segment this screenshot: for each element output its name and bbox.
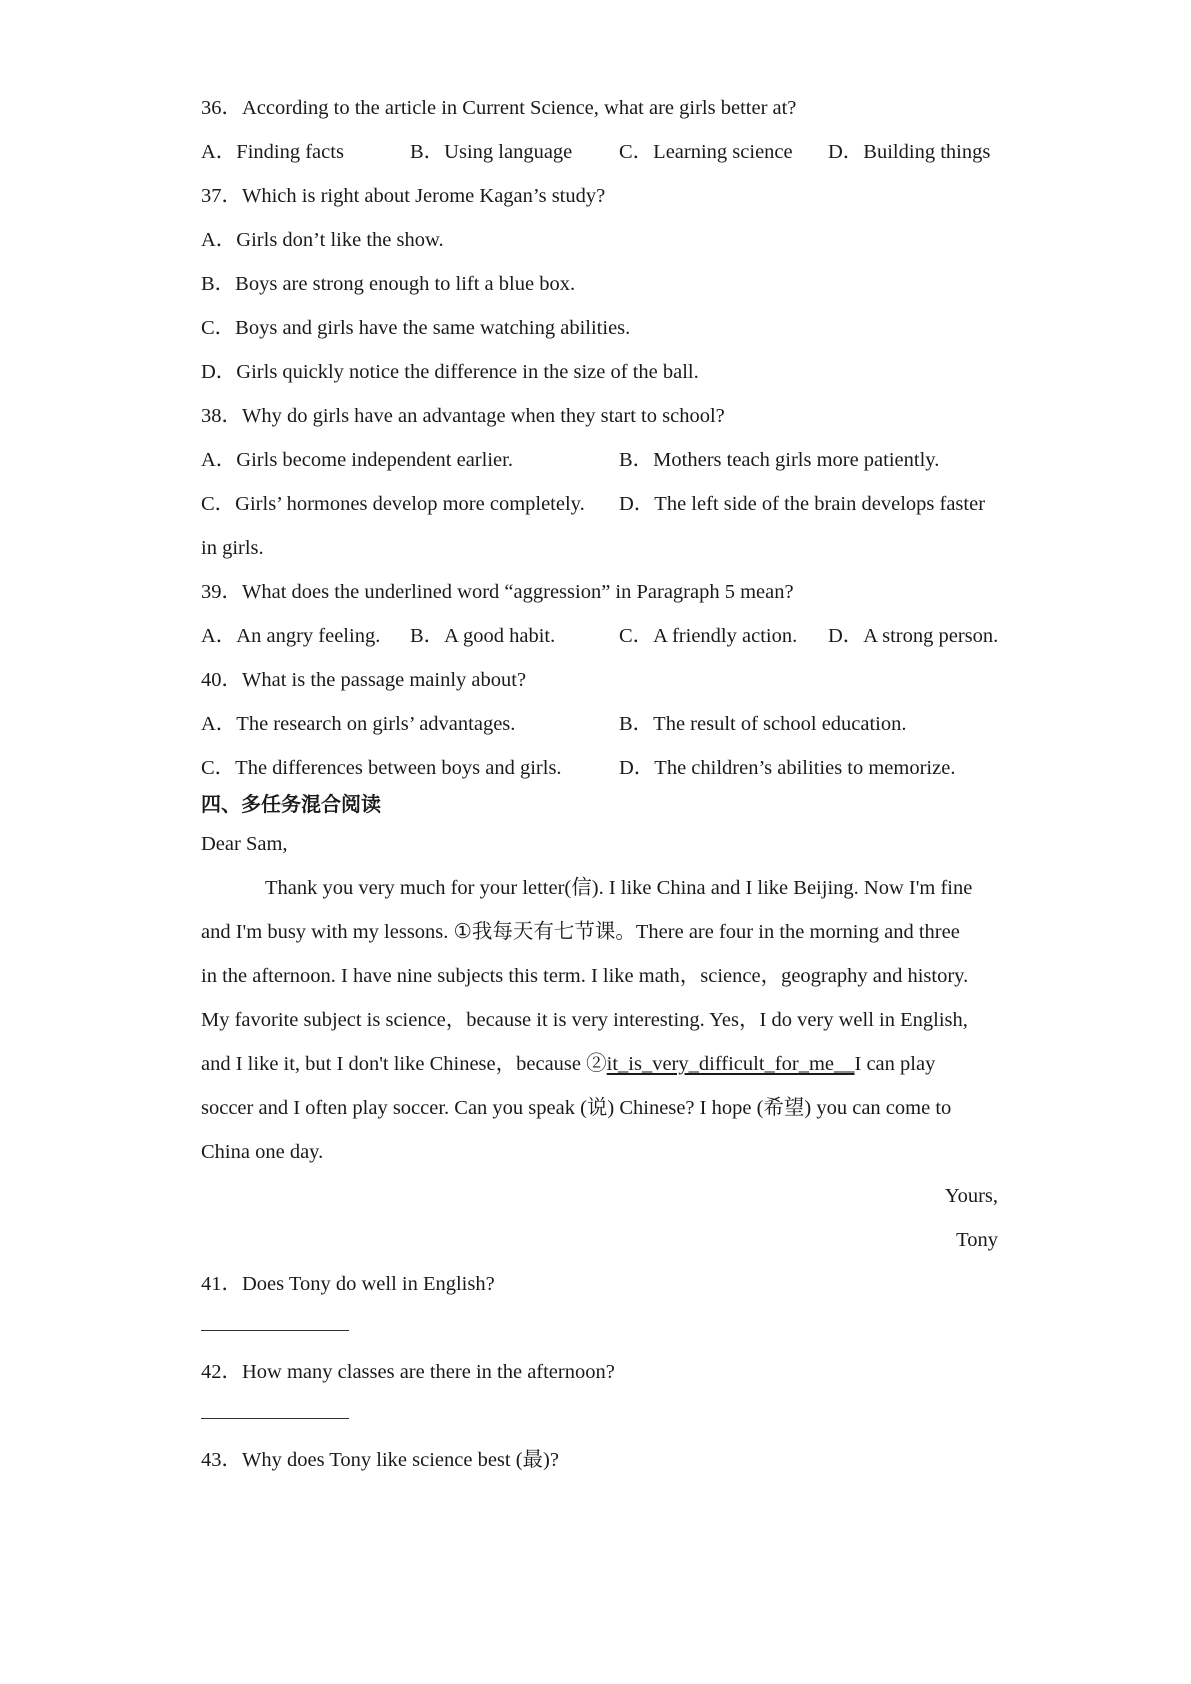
letter-line-3: in the afternoon. I have nine subjects this term. I like math，science，geography and history. bbox=[201, 965, 969, 987]
question-39-option-d: D．A strong person. bbox=[828, 625, 999, 647]
question-38-option-c: C．Girls’ hormones develop more completely. bbox=[201, 493, 585, 515]
question-38-option-d-continued: in girls. bbox=[201, 537, 264, 559]
letter-line-7: China one day. bbox=[201, 1141, 324, 1163]
letter-signature: Tony bbox=[956, 1229, 998, 1251]
question-36-option-b: B．Using language bbox=[410, 141, 573, 163]
question-36-option-d: D．Building things bbox=[828, 141, 991, 163]
question-40-option-c: C．The differences between boys and girls. bbox=[201, 757, 562, 779]
question-37-option-b: B．Boys are strong enough to lift a blue box. bbox=[201, 273, 576, 295]
answer-blank-42[interactable] bbox=[201, 1418, 349, 1419]
question-38-option-b: B．Mothers teach girls more patiently. bbox=[619, 449, 940, 471]
question-40-option-a: A．The research on girls’ advantages. bbox=[201, 713, 516, 735]
letter-line-5-before: and I like it, but I don't like Chinese，because ② bbox=[201, 1053, 607, 1075]
question-39-option-a: A．An angry feeling. bbox=[201, 625, 381, 647]
letter-greeting: Dear Sam, bbox=[201, 833, 288, 855]
letter-underlined-sentence: it_is_very_difficult_for_me__ bbox=[606, 1053, 855, 1075]
question-36-stem: 36．According to the article in Current Science, what are girls better at? bbox=[201, 97, 797, 119]
letter-closing: Yours, bbox=[944, 1185, 998, 1207]
question-39-option-c: C．A friendly action. bbox=[619, 625, 798, 647]
question-40-stem: 40．What is the passage mainly about? bbox=[201, 669, 527, 691]
question-36-option-a: A．Finding facts bbox=[201, 141, 344, 163]
question-37-option-d: D．Girls quickly notice the difference in the size of the ball. bbox=[201, 361, 699, 383]
question-39-option-b: B．A good habit. bbox=[410, 625, 556, 647]
question-40-option-d: D．The children’s abilities to memorize. bbox=[619, 757, 956, 779]
question-43-stem: 43．Why does Tony like science best (最)? bbox=[201, 1449, 559, 1471]
letter-line-4: My favorite subject is science，because it is very interesting. Yes，I do very well in English, bbox=[201, 1009, 968, 1031]
letter-line-5 bbox=[201, 1052, 935, 1076]
letter-line-5-after: I can play bbox=[854, 1053, 936, 1075]
answer-blank-41[interactable] bbox=[201, 1330, 349, 1331]
question-40-option-b: B．The result of school education. bbox=[619, 713, 907, 735]
letter-line-2: and I'm busy with my lessons. ①我每天有七节课。There are four in the morning and three bbox=[201, 921, 960, 943]
letter-line-1: Thank you very much for your letter(信). I like China and I like Beijing. Now I'm fine bbox=[265, 877, 973, 899]
letter-line-6: soccer and I often play soccer. Can you speak (说) Chinese? I hope (希望) you can come to bbox=[201, 1097, 952, 1119]
question-42-stem: 42．How many classes are there in the afternoon? bbox=[201, 1361, 615, 1383]
question-37-stem: 37．Which is right about Jerome Kagan’s study? bbox=[201, 185, 606, 207]
section-4-title: 四、多任务混合阅读 bbox=[201, 792, 381, 816]
question-37-option-c: C．Boys and girls have the same watching abilities. bbox=[201, 317, 631, 339]
question-36-option-c: C．Learning science bbox=[619, 141, 793, 163]
question-41-stem: 41．Does Tony do well in English? bbox=[201, 1273, 495, 1295]
question-38-option-d: D．The left side of the brain develops faster bbox=[619, 493, 986, 515]
question-39-stem: 39．What does the underlined word “aggression” in Paragraph 5 mean? bbox=[201, 581, 794, 603]
question-38-stem: 38．Why do girls have an advantage when they start to school? bbox=[201, 405, 725, 427]
question-37-option-a: A．Girls don’t like the show. bbox=[201, 229, 444, 251]
question-38-option-a: A．Girls become independent earlier. bbox=[201, 449, 513, 471]
